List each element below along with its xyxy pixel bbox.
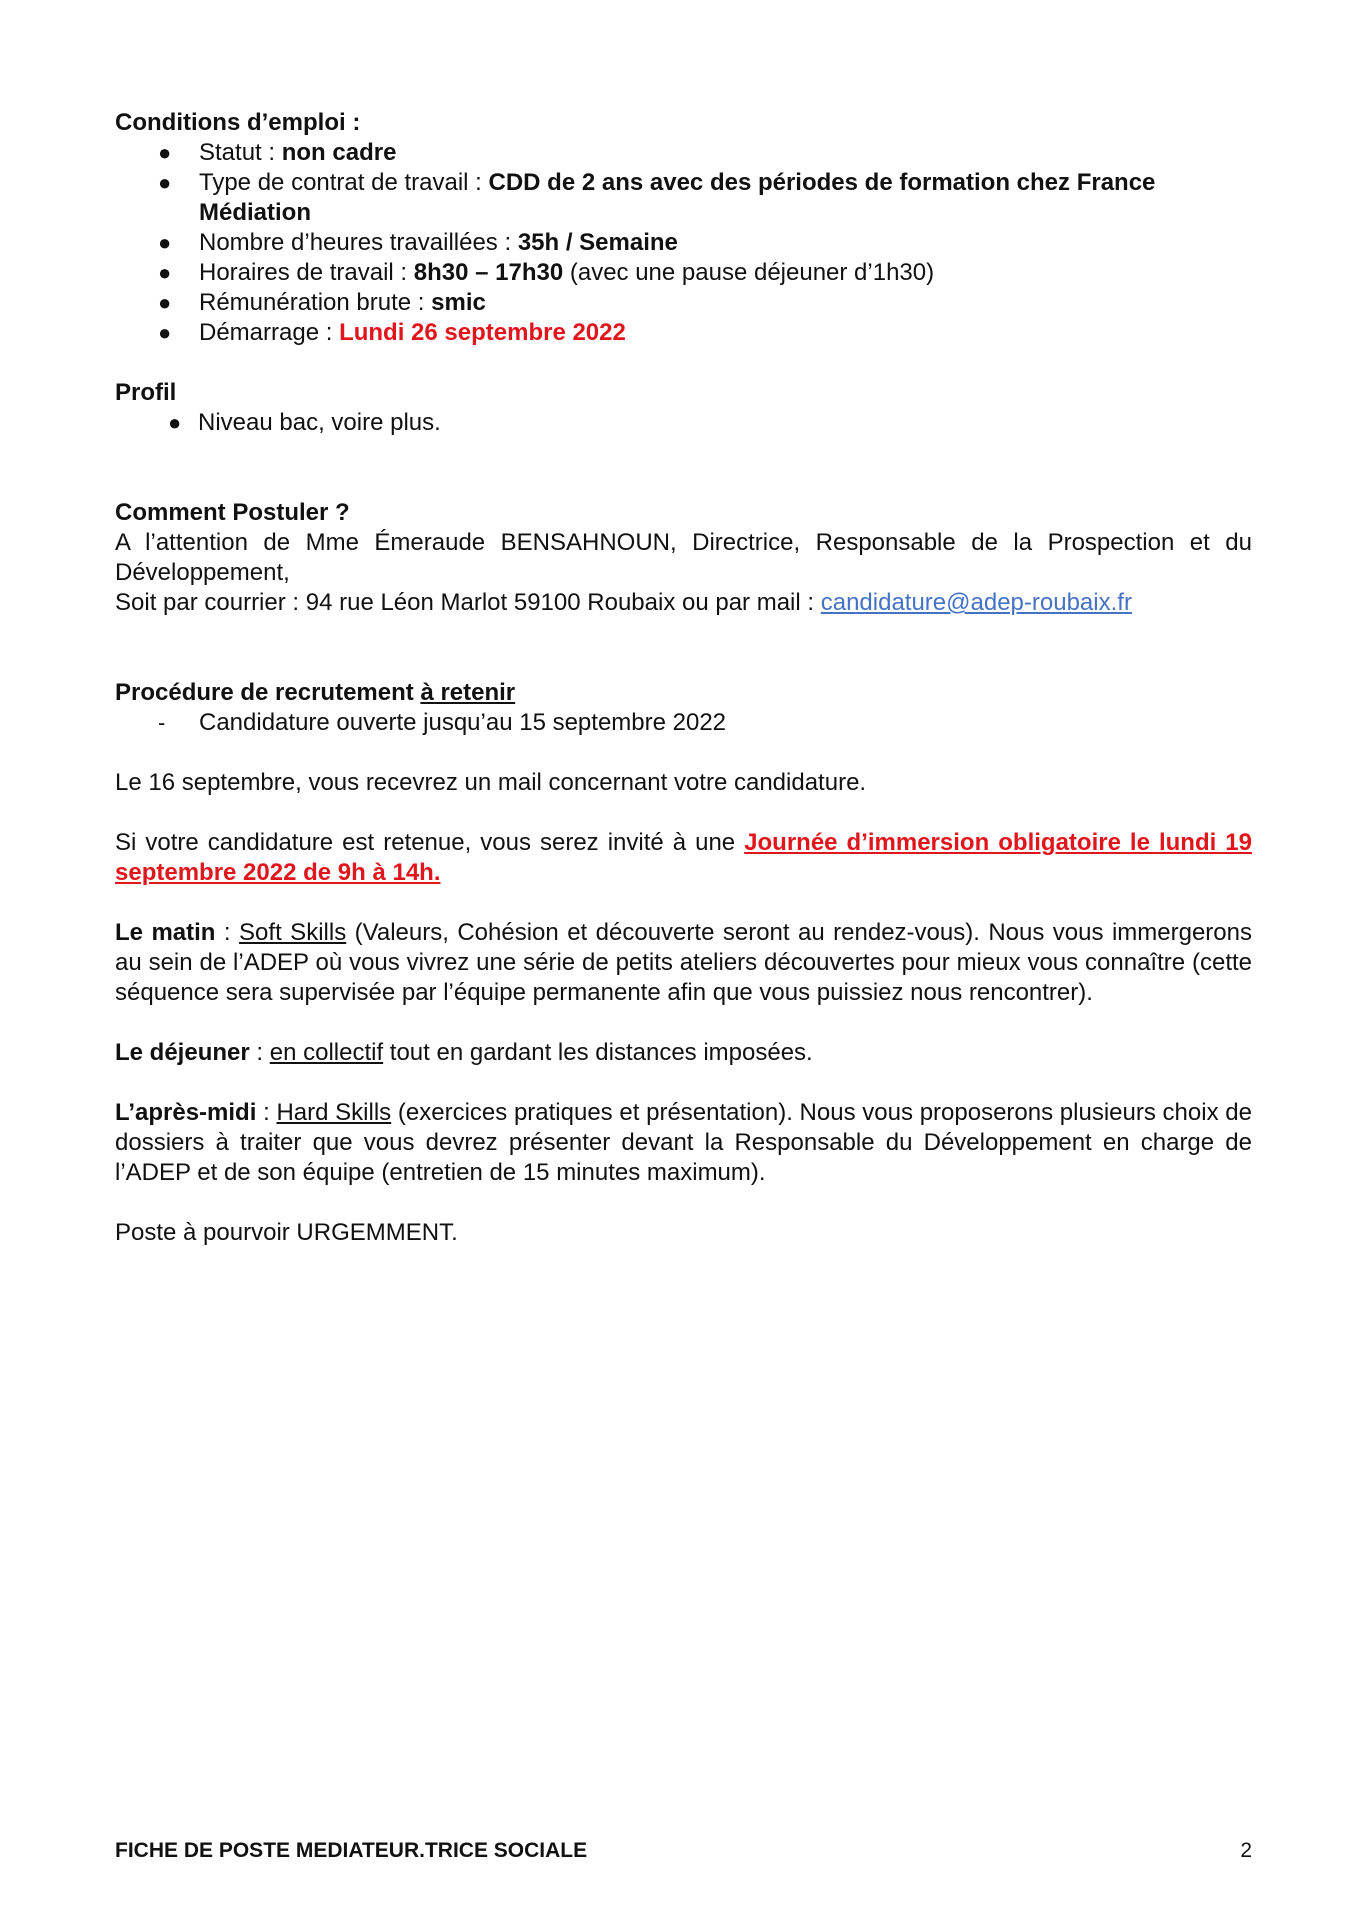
profil-list — [115, 408, 1252, 438]
item-text: Candidature ouverte jusqu’au 15 septembre 2022 — [199, 709, 727, 736]
item-value: 35h / Semaine — [517, 229, 678, 256]
conditions-list — [115, 138, 1252, 348]
list-item — [115, 228, 1252, 258]
document-page — [115, 108, 1252, 1248]
start-date: Lundi 26 septembre 2022 — [339, 319, 626, 346]
list-item — [115, 168, 1252, 228]
immersion-prefix: Si votre candidature est retenue, vous serez invité à une — [115, 829, 745, 856]
postuler-attention: A l’attention de Mme Émeraude BENSAHNOUN, Directrice, Responsable de la Prospection et du Développement, — [115, 529, 1252, 586]
item-value: CDD de 2 ans avec des périodes de formation chez France Médiation — [199, 169, 1156, 226]
matin-topic: Soft Skills — [239, 919, 347, 946]
procedure-heading-underlined: à retenir — [420, 679, 516, 706]
bullet-icon: ● — [158, 230, 172, 255]
email-link[interactable]: candidature@adep-roubaix.fr — [820, 589, 1132, 616]
postuler-heading: Comment Postuler ? — [115, 499, 350, 526]
closing-text: Poste à pourvoir URGEMMENT. — [115, 1219, 458, 1246]
item-label: Démarrage : — [199, 319, 340, 346]
apresmidi-topic: Hard Skills — [276, 1099, 392, 1126]
contact-text: Soit par courrier : 94 rue Léon Marlot 59100 Roubaix ou par mail : — [115, 589, 821, 616]
matin-text: (Valeurs, Cohésion et découverte seront au rendez-vous). Nous vous immergerons au sein de l’ADEP où vous vivrez une série de petits ateliers découvertes pour mieux vous connaître (cette séquence sera supervisée par l’équipe permanente afin que vous puissiez nous rencontrer). — [115, 919, 1252, 1006]
dejeuner-paragraph — [115, 1038, 1252, 1068]
item-label: Statut : — [199, 139, 282, 166]
item-value: non cadre — [281, 139, 397, 166]
page-footer — [115, 1838, 1252, 1864]
item-label: Rémunération brute : — [199, 289, 432, 316]
list-item — [115, 288, 1252, 318]
dejeuner-topic: en collectif — [269, 1039, 384, 1066]
matin-paragraph — [115, 918, 1252, 1008]
footer-title: FICHE DE POSTE MEDIATEUR.TRICE SOCIALE — [115, 1839, 588, 1862]
item-label: Nombre d’heures travaillées : — [199, 229, 518, 256]
dash-icon: - — [158, 710, 166, 735]
item-text: Niveau bac, voire plus. — [198, 409, 441, 436]
conditions-heading: Conditions d’emploi : — [115, 109, 361, 136]
apresmidi-paragraph — [115, 1098, 1252, 1188]
profil-heading: Profil — [115, 379, 177, 406]
apresmidi-label: L’après-midi — [115, 1099, 257, 1126]
procedure-mail-info: Le 16 septembre, vous recevrez un mail concernant votre candidature. — [115, 769, 867, 796]
list-item — [115, 318, 1252, 348]
dejeuner-text: tout en gardant les distances imposées. — [383, 1039, 813, 1066]
list-item — [115, 258, 1252, 288]
bullet-icon: ● — [158, 290, 172, 315]
list-item — [115, 138, 1252, 168]
postuler-contact — [115, 588, 1252, 618]
apresmidi-sep: : — [256, 1099, 277, 1126]
bullet-icon: ● — [168, 410, 182, 435]
matin-sep: : — [215, 919, 240, 946]
procedure-heading — [115, 678, 1252, 708]
immersion-highlight: Journée d’immersion obligatoire le lundi 19 septembre 2022 de 9h à 14h. — [115, 829, 1252, 886]
bullet-icon: ● — [158, 260, 172, 285]
page-number: 2 — [1240, 1839, 1252, 1862]
dejeuner-sep: : — [249, 1039, 270, 1066]
item-value: 8h30 – 17h30 — [413, 259, 564, 286]
list-item — [115, 708, 1252, 738]
bullet-icon: ● — [158, 170, 172, 195]
item-label: Horaires de travail : — [199, 259, 414, 286]
item-label: Type de contrat de travail : — [199, 169, 489, 196]
bullet-icon: ● — [158, 140, 172, 165]
procedure-immersion — [115, 828, 1252, 888]
procedure-heading-main: Procédure de recrutement — [115, 679, 421, 706]
apresmidi-text: (exercices pratiques et présentation). Nous vous proposerons plusieurs choix de dossiers à traiter que vous devrez présenter devant la Responsable du Développement en charge de l’ADEP et de son équipe (entretien de 15 minutes maximum). — [115, 1099, 1252, 1186]
matin-label: Le matin — [115, 919, 216, 946]
dejeuner-label: Le déjeuner — [115, 1039, 250, 1066]
procedure-list — [115, 708, 1252, 738]
item-value: smic — [431, 289, 486, 316]
list-item — [115, 408, 1252, 438]
item-suffix: (avec une pause déjeuner d’1h30) — [563, 259, 935, 286]
bullet-icon: ● — [158, 320, 172, 345]
